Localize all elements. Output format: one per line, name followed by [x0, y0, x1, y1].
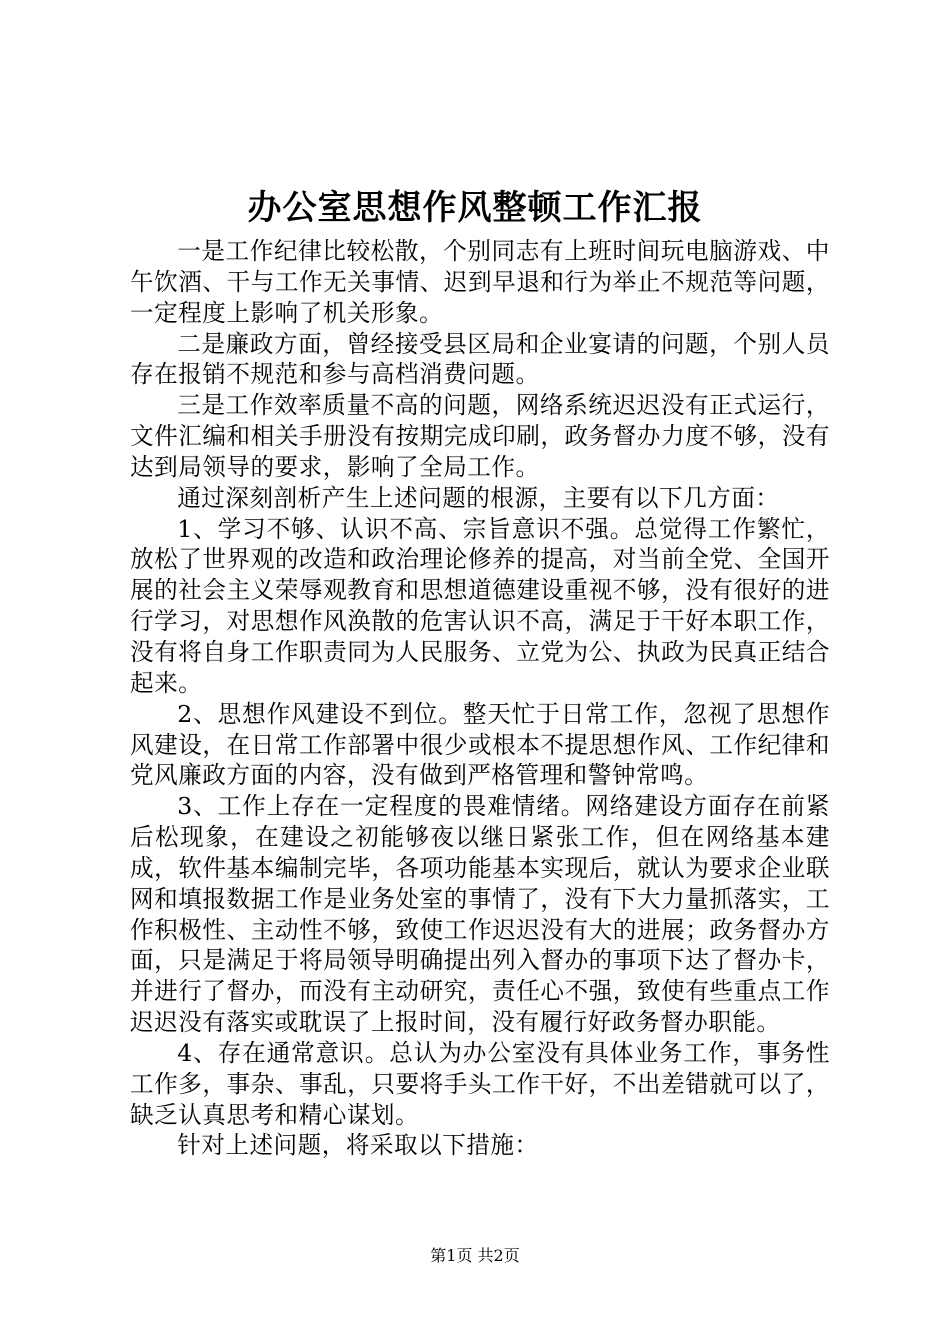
page-footer: 第1页 共2页: [430, 1246, 520, 1265]
paragraph-9: 针对上述问题，将采取以下措施：: [177, 1131, 539, 1160]
paragraph-8: 4、存在通常意识。总认为办公室没有具体业务工作，事务性工作多，事杂、事乱，只要将手头工作干好，不出差错就可以了，缺乏认真思考和精心谋划。: [130, 1038, 830, 1129]
paragraph-5: 1、学习不够、认识不高、宗旨意识不强。总觉得工作繁忙，放松了世界观的改造和政治理论修养的提高，对当前全党、全国开展的社会主义荣辱观教育和思想道德建设重视不够，没有很好的进行学习，对思想作风涣散的危害认识不高，满足于干好本职工作，没有将自身工作职责同为人民服务、立党为公、执政为民真正结合起来。: [130, 514, 830, 697]
paragraph-1: 一是工作纪律比较松散，个别同志有上班时间玩电脑游戏、中午饮酒、干与工作无关事情、迟到早退和行为举止不规范等问题，一定程度上影响了机关形象。: [130, 237, 830, 327]
page-title: 办公室思想作风整顿工作汇报: [247, 188, 703, 228]
paragraph-7: 3、工作上存在一定程度的畏难情绪。网络建设方面存在前紧后松现象，在建设之初能够夜以继日紧张工作，但在网络基本建成，软件基本编制完毕，各项功能基本实现后，就认为要求企业联网和填报数据工作是业务处室的事情了，没有下大力量抓落实，工作积极性、主动性不够，致使工作迟迟没有大的进展；政务督办方面，只是满足于将局领导明确提出列入督办的事项下达了督办卡，并进行了督办，而没有主动研究，责任心不强，致使有些重点工作迟迟没有落实或耽误了上报时间，没有履行好政务督办职能。: [130, 792, 830, 1037]
paragraph-2: 二是廉政方面，曾经接受县区局和企业宴请的问题，个别人员存在报销不规范和参与高档消费问题。: [130, 329, 830, 389]
paragraph-3: 三是工作效率质量不高的问题，网络系统迟迟没有正式运行，文件汇编和相关手册没有按期完成印刷，政务督办力度不够，没有达到局领导的要求，影响了全局工作。: [130, 391, 830, 481]
paragraph-4: 通过深刻剖析产生上述问题的根源，主要有以下几方面：: [177, 483, 780, 512]
paragraph-6: 2、思想作风建设不到位。整天忙于日常工作，忽视了思想作风建设，在日常工作部署中很少或根本不提思想作风、工作纪律和党风廉政方面的内容，没有做到严格管理和警钟常鸣。: [130, 699, 830, 790]
document-body: [130, 236, 830, 1161]
